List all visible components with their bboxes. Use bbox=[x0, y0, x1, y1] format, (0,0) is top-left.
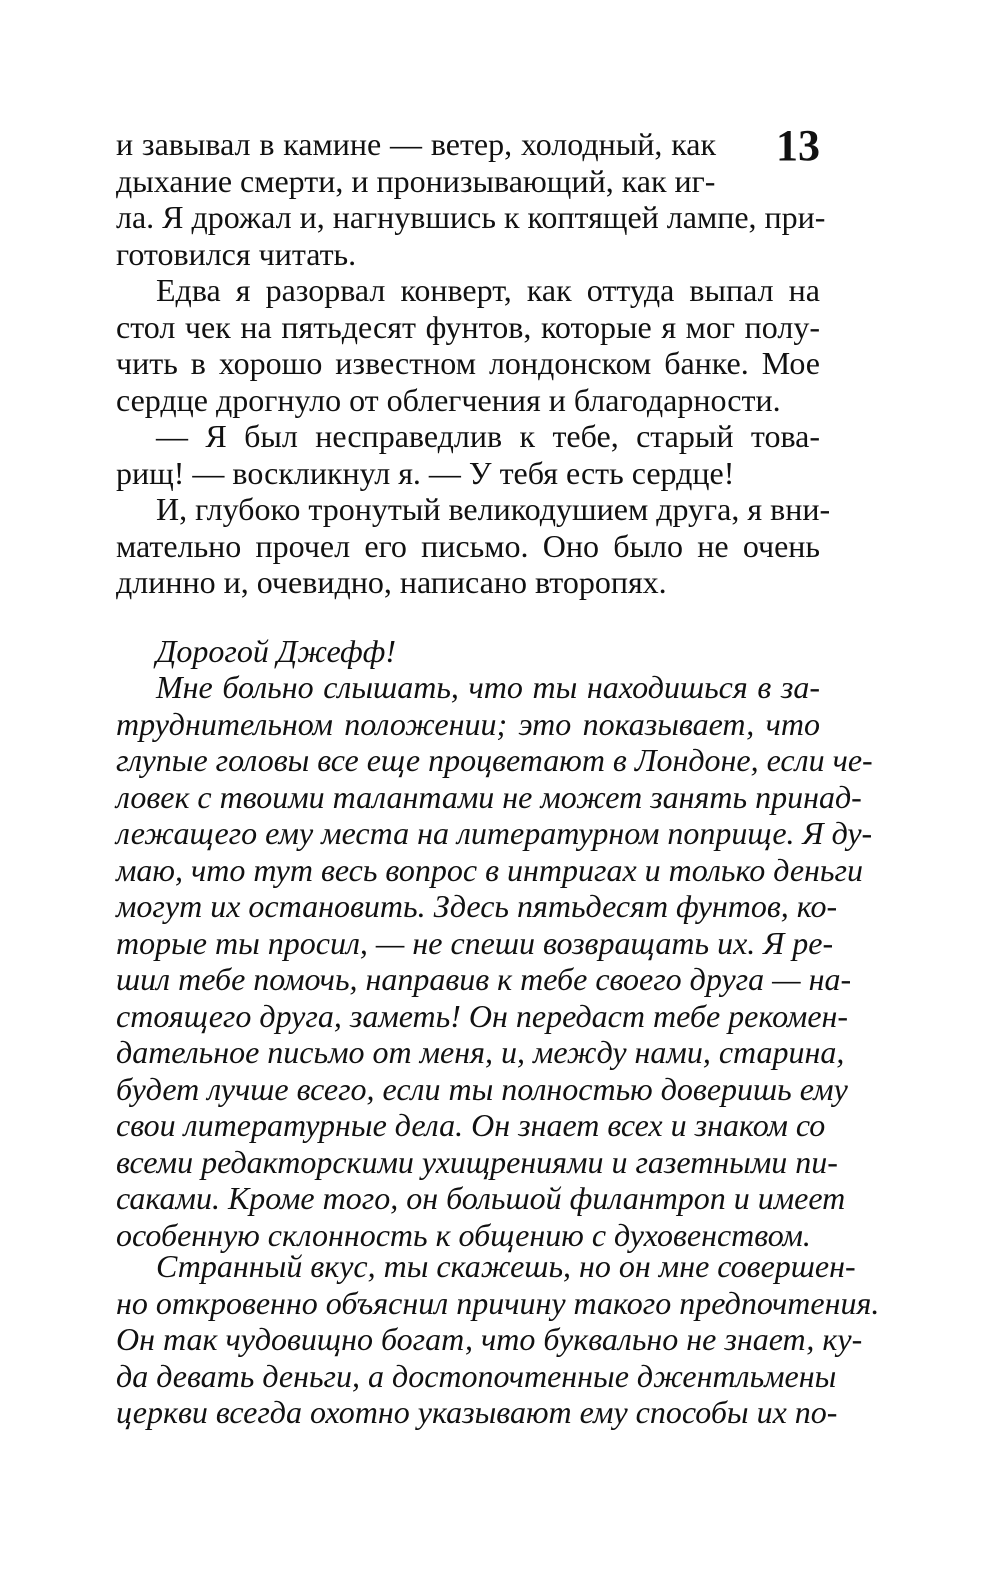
text-line: да девать деньги, а достопочтенные джентльмены bbox=[116, 1357, 837, 1394]
text-line: могут их остановить. Здесь пятьдесят фунтов, ко- bbox=[116, 888, 838, 924]
paragraph-2 bbox=[116, 272, 820, 418]
text-line: Он так чудовищно богат, что буквально не знает, ку- bbox=[116, 1321, 863, 1357]
text-line: ловек с твоими талантами не может занять принад- bbox=[116, 778, 862, 815]
letter-salutation bbox=[116, 633, 820, 670]
text-line: Дорогой Джефф! bbox=[156, 633, 397, 669]
text-line: будет лучше всего, если ты полностью доверишь ему bbox=[116, 1070, 848, 1107]
text-line: стоящего друга, заметь! Он передаст тебе рекомен- bbox=[116, 997, 849, 1034]
text-line: всеми редакторскими ухищрениями и газетными пи- bbox=[116, 1143, 838, 1180]
page-number: 13 bbox=[776, 121, 820, 170]
text-line: дыхание смерти, и пронизывающий, как иг- bbox=[116, 162, 716, 199]
text-line: лежащего ему места на литературном поприще. Я ду- bbox=[116, 815, 873, 851]
text-line: рищ! — воскликнул я. — У тебя есть сердце! bbox=[116, 454, 735, 491]
letter-paragraph-1 bbox=[116, 669, 873, 1253]
letter-paragraph-2 bbox=[116, 1248, 880, 1431]
text-line: маю, что тут весь вопрос в интригах и только деньги bbox=[116, 851, 863, 888]
text-line: готовился читать. bbox=[116, 235, 357, 272]
text-line: глупые головы все еще процветают в Лондоне, если че- bbox=[116, 742, 873, 778]
text-line: чить в хорошо известном лондонском банке. Мое bbox=[116, 345, 820, 381]
text-line: И, глубоко тронутый великодушием друга, я вни- bbox=[156, 491, 831, 527]
text-line: церкви всегда охотно указывают ему способы их по- bbox=[116, 1394, 838, 1430]
text-line: и завывал в камине — ветер, холодный, как bbox=[116, 126, 716, 162]
text-line: саками. Кроме того, он большой филантроп и имеет bbox=[116, 1180, 846, 1216]
text-line: шил тебе помочь, направив к тебе своего друга — на- bbox=[116, 961, 852, 997]
text-line: особенную склонность к общению с духовенством. bbox=[116, 1216, 811, 1253]
text-line: труднительном положении; это показывает, что bbox=[116, 705, 820, 742]
text-line: длинно и, очевидно, написано второпях. bbox=[116, 564, 667, 600]
text-line: Странный вкус, ты скажешь, но он мне совершен- bbox=[156, 1248, 856, 1284]
text-line: но откровенно объяснил причину такого предпочтения. bbox=[116, 1284, 880, 1321]
text-line: Мне больно слышать, что ты находишься в за- bbox=[156, 669, 820, 705]
text-line: торые ты просил, — не спеши возвращать их. Я ре- bbox=[116, 924, 834, 961]
paragraph-3-dialogue bbox=[116, 418, 820, 491]
paragraph-1 bbox=[116, 126, 826, 272]
text-line: мательно прочел его письмо. Оно было не очень bbox=[116, 527, 820, 564]
text-line: Едва я разорвал конверт, как оттуда выпал на bbox=[156, 272, 820, 308]
text-line: ла. Я дрожал и, нагнувшись к коптящей лампе, при- bbox=[116, 199, 826, 235]
text-line: стол чек на пятьдесят фунтов, которые я мог полу- bbox=[116, 308, 820, 345]
text-line: сердце дрогнуло от облегчения и благодарности. bbox=[116, 381, 781, 418]
paragraph-4 bbox=[116, 491, 831, 601]
text-line: свои литературные дела. Он знает всех и знаком со bbox=[116, 1107, 826, 1143]
text-line: дательное письмо от меня, и, между нами, старина, bbox=[116, 1034, 845, 1070]
text-line: — Я был несправедлив к тебе, старый това- bbox=[156, 418, 820, 454]
